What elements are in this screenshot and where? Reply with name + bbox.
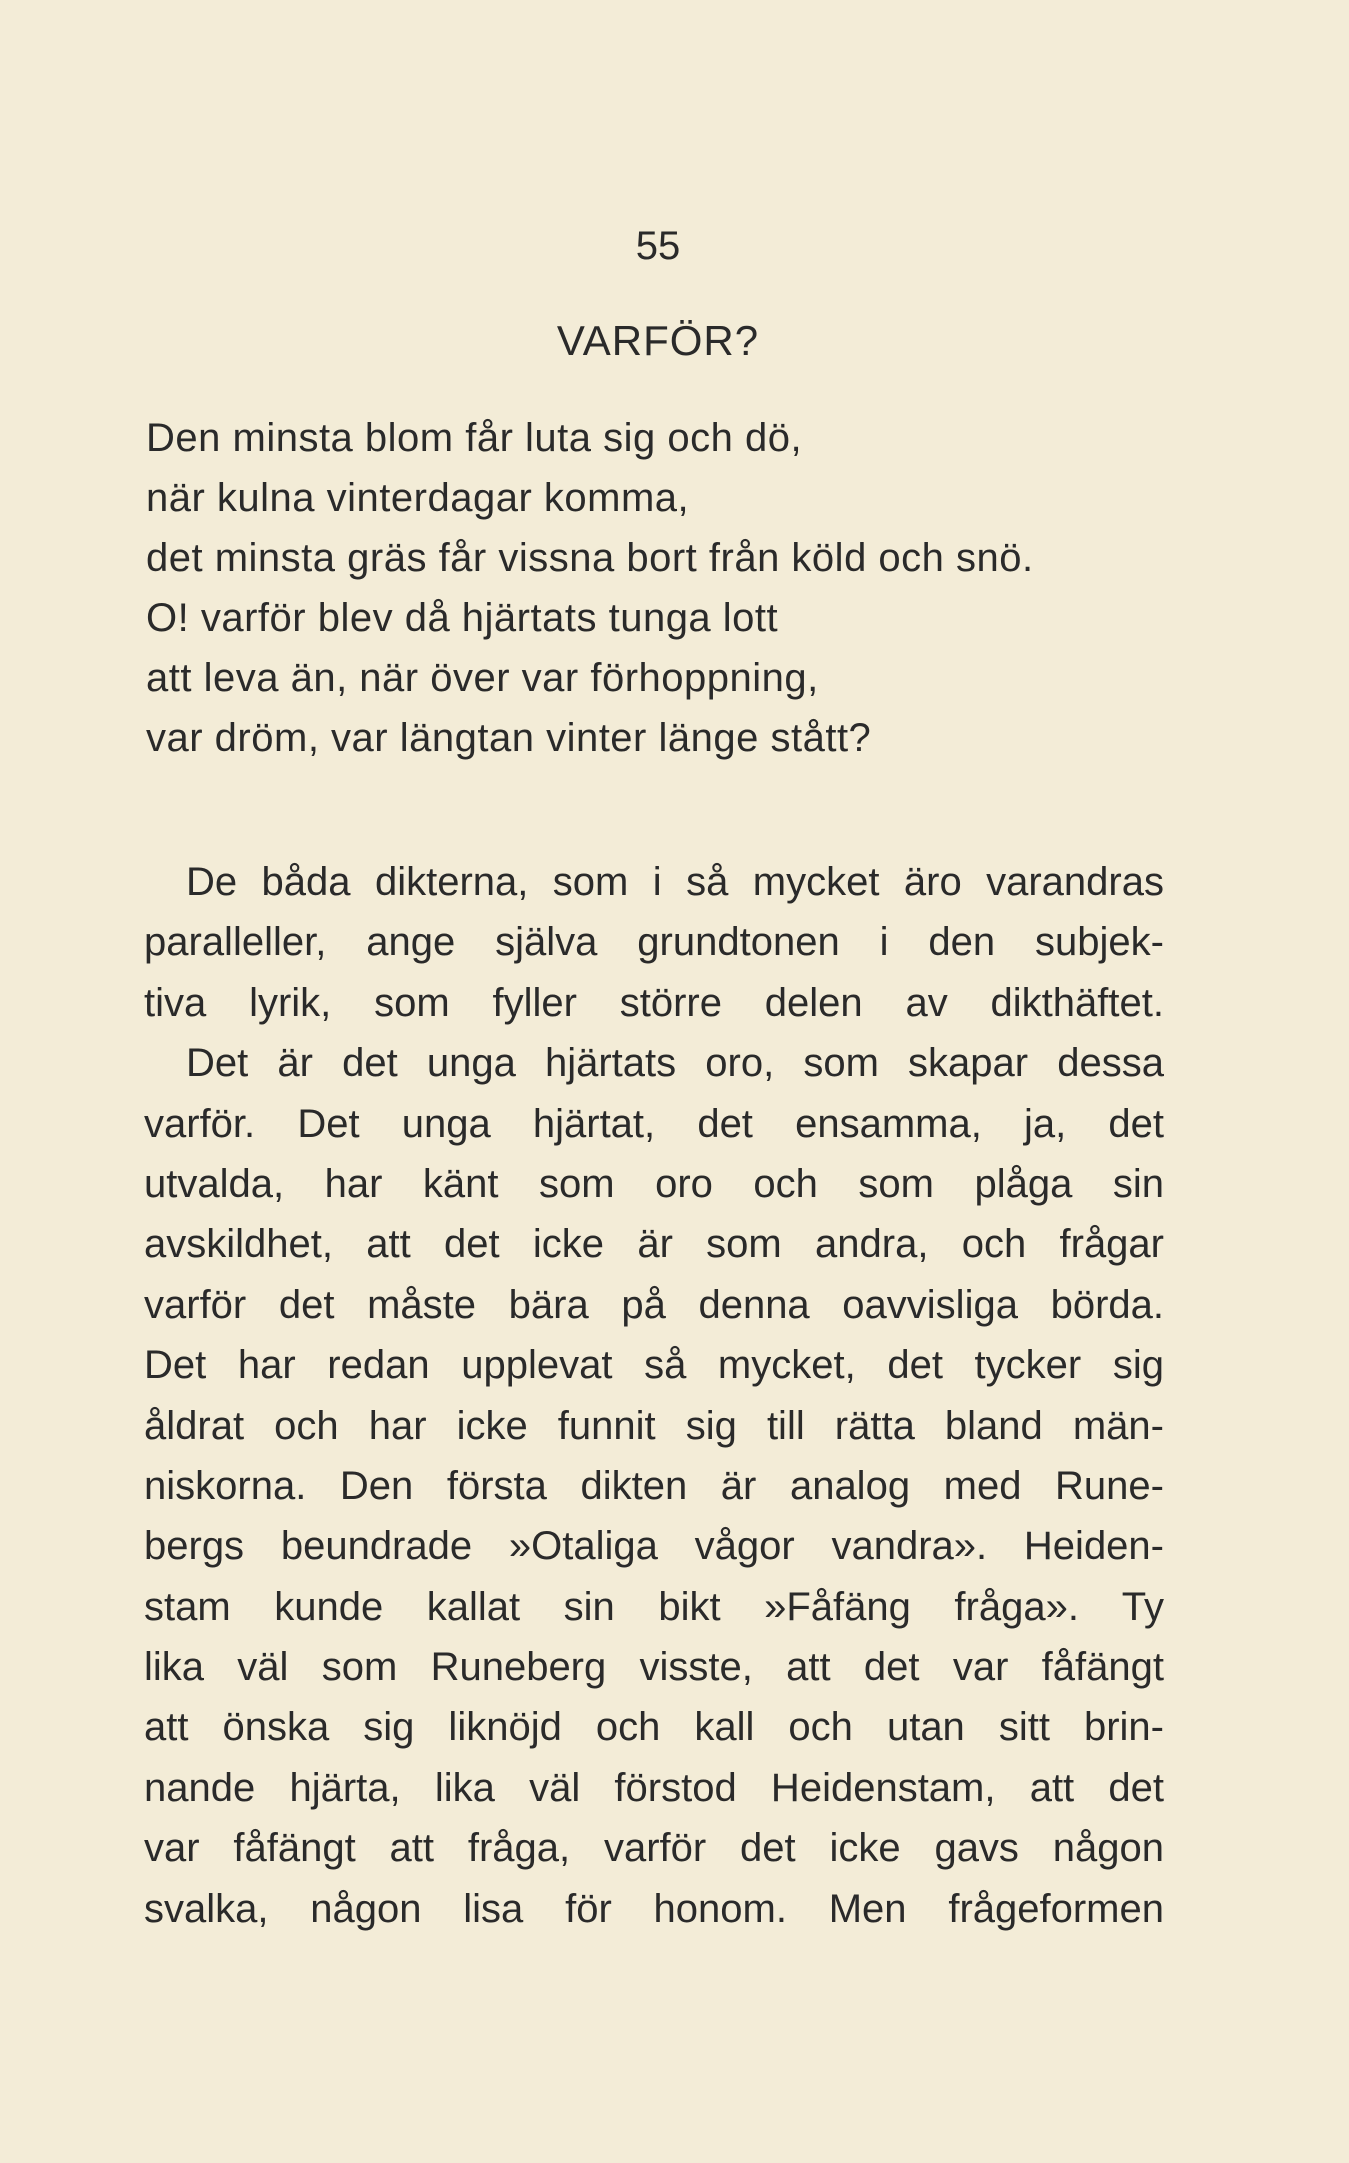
poem-line: var dröm, var längtan vinter länge stått? [146,716,872,760]
prose-line: svalka, någon lisa för honom. Men frågeformen [144,1886,1164,1931]
prose-line: nande hjärta, lika väl förstod Heidenstam, att det [144,1765,1164,1810]
prose-line: tiva lyrik, som fyller större delen av dikthäftet. [144,980,1164,1025]
prose-line: åldrat och har icke funnit sig till rätta bland män- [144,1403,1164,1448]
prose-line: lika väl som Runeberg visste, att det var fåfängt [144,1645,1164,1690]
prose-paragraph [144,852,1164,1939]
prose-line: Det är det unga hjärtats oro, som skapar dessa [186,1041,1164,1086]
page-number: 55 [635,224,681,268]
prose-line: utvalda, har känt som oro och som plåga sin [144,1161,1164,1206]
prose-line: att önska sig liknöjd och kall och utan sitt brin- [144,1705,1164,1750]
poem-line: när kulna vinterdagar komma, [146,476,690,520]
prose-line: Det har redan upplevat så mycket, det tycker sig [144,1343,1164,1388]
prose-line: varför. Det unga hjärtat, det ensamma, ja, det [144,1101,1164,1146]
prose-line: bergs beundrade »Otaliga vågor vandra». Heiden- [144,1524,1164,1569]
prose-line: varför det måste bära på denna oavvisliga börda. [144,1282,1164,1327]
poem-line: att leva än, när över var förhoppning, [146,656,819,700]
prose-line: avskildhet, att det icke är som andra, och frågar [144,1222,1164,1267]
prose-line: stam kunde kallat sin bikt »Fåfäng fråga». Ty [144,1584,1164,1629]
poem-line: O! varför blev då hjärtats tunga lott [146,596,779,640]
prose-line: paralleller, ange själva grundtonen i den subjek- [144,920,1164,965]
poem-line: det minsta gräs får vissna bort från köld och snö. [146,536,1034,580]
poem-block [146,408,1186,768]
poem-title: VARFÖR? [556,317,760,364]
poem-line: Den minsta blom får luta sig och dö, [146,416,803,460]
prose-line: De båda dikterna, som i så mycket äro varandras [186,860,1164,904]
prose-line: var fåfängt att fråga, varför det icke gavs någon [144,1826,1164,1871]
prose-line: niskorna. Den första dikten är analog med Rune- [144,1463,1164,1508]
